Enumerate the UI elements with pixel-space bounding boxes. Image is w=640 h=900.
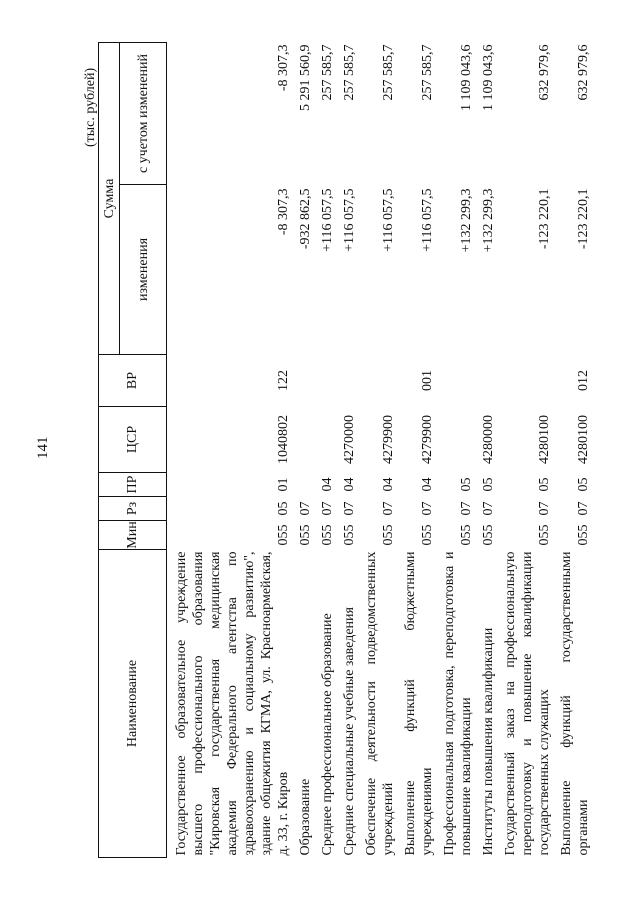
row-total: -8 307,3	[276, 44, 291, 92]
row-vr: 001	[420, 370, 435, 391]
row-pr: 01	[276, 477, 291, 492]
row-rz: 07	[298, 501, 313, 516]
row-name: Выполнение функций бюджетными учреждениями	[403, 551, 435, 856]
header-rz: Рз	[99, 497, 167, 521]
row-change: -8 307,3	[276, 188, 291, 236]
row-vr	[497, 355, 553, 407]
row-min: 055	[537, 524, 552, 546]
budget-table-sheet	[98, 43, 591, 858]
row-rz: 05	[276, 501, 291, 516]
row-rz: 07	[381, 501, 396, 516]
row-pr: 04	[381, 477, 396, 492]
row-name: Обеспечение деятельности подведомственных учреждений	[364, 551, 396, 856]
budget-table	[98, 42, 592, 858]
row-pr: 05	[576, 477, 591, 492]
row-rz: 07	[420, 501, 435, 516]
row-change: -123 220,1	[576, 188, 591, 250]
row-change: +132 299,3	[481, 188, 496, 253]
row-vr	[336, 355, 358, 407]
row-csr	[436, 407, 475, 473]
row-min: 055	[459, 524, 474, 546]
row-vr	[436, 355, 475, 407]
header-with-change: с учетом изменений	[120, 43, 167, 185]
table-row	[336, 43, 358, 858]
row-csr	[292, 407, 314, 473]
row-name: Образование	[298, 778, 313, 856]
row-change: -123 220,1	[537, 188, 552, 250]
table-body	[167, 43, 593, 858]
row-pr	[292, 473, 314, 497]
row-change: -932 862,5	[298, 188, 313, 250]
row-name: Государственное образовательное учреждение высшего профессионального образования "Кировская государственная медицинская академия Федерального агентства по здравоохранению и социальному развитию", здание общежития КГМА, ул. Красноармейская, д. 33, г. Киров	[174, 551, 291, 856]
row-name: Среднее профессиональное образование	[320, 613, 335, 856]
row-rz: 07	[537, 501, 552, 516]
row-pr: 05	[481, 477, 496, 492]
table-row	[397, 43, 436, 858]
row-pr: 05	[459, 477, 474, 492]
row-pr: 04	[342, 477, 357, 492]
row-vr	[358, 355, 397, 407]
row-min: 055	[342, 524, 357, 546]
row-min: 055	[420, 524, 435, 546]
row-rz: 07	[342, 501, 357, 516]
row-csr: 1040802	[276, 415, 291, 464]
row-rz: 07	[576, 501, 591, 516]
row-csr: 4280000	[481, 415, 496, 464]
row-rz: 07	[459, 501, 474, 516]
row-csr: 4280100	[537, 415, 552, 464]
row-change: +116 057,5	[381, 188, 396, 252]
row-min: 055	[576, 524, 591, 546]
table-row	[436, 43, 475, 858]
table-row	[553, 43, 592, 858]
table-row	[497, 43, 553, 858]
header-min: Мин	[99, 521, 167, 550]
row-total: 257 585,7	[342, 44, 357, 101]
row-name: Средние специальные учебные заведения	[342, 607, 357, 856]
row-min: 055	[276, 524, 291, 546]
row-vr	[292, 355, 314, 407]
header-sum: Сумма	[99, 43, 120, 355]
row-csr	[314, 407, 336, 473]
row-vr: 012	[576, 370, 591, 391]
table-row	[167, 43, 293, 858]
row-vr	[475, 355, 497, 407]
header-csr: ЦСР	[99, 407, 167, 473]
row-name: Государственный заказ на профессиональную переподготовку и повышение квалификации государственных служащих	[503, 551, 552, 856]
row-min: 055	[381, 524, 396, 546]
row-total: 1 109 043,6	[481, 44, 496, 111]
header-vr: ВР	[99, 355, 167, 407]
row-min: 055	[298, 524, 313, 546]
row-change: +116 057,5	[420, 188, 435, 252]
row-total: 632 979,6	[576, 44, 591, 101]
row-rz: 07	[320, 501, 335, 516]
header-name: Наименование	[99, 550, 167, 858]
table-header	[99, 43, 167, 858]
row-pr: 04	[320, 477, 335, 492]
row-vr	[314, 355, 336, 407]
row-csr: 4279900	[381, 415, 396, 464]
table-row	[358, 43, 397, 858]
row-name: Институты повышения квалификации	[481, 627, 496, 856]
row-name: Профессиональная подготовка, переподготовка и повышение квалификации	[442, 551, 474, 856]
row-csr: 4280100	[576, 415, 591, 464]
row-name: Выполнение функций государственными органами	[559, 551, 591, 856]
row-total: 257 585,7	[381, 44, 396, 101]
row-total: 257 585,7	[320, 44, 335, 101]
row-csr: 4279900	[420, 415, 435, 464]
table-row	[475, 43, 497, 858]
row-rz: 07	[481, 501, 496, 516]
page-number: 141	[35, 436, 51, 459]
row-total: 632 979,6	[537, 44, 552, 101]
row-min: 055	[320, 524, 335, 546]
row-pr: 04	[420, 477, 435, 492]
row-change: +116 057,5	[320, 188, 335, 252]
header-change: изменения	[120, 185, 167, 355]
row-total: 5 291 560,9	[298, 44, 313, 111]
row-total: 1 109 043,6	[459, 44, 474, 111]
row-min: 055	[481, 524, 496, 546]
table-row	[292, 43, 314, 858]
row-change: +132 299,3	[459, 188, 474, 253]
header-pr: ПР	[99, 473, 167, 497]
table-row	[314, 43, 336, 858]
row-vr: 122	[276, 370, 291, 391]
row-change: +116 057,5	[342, 188, 357, 252]
row-pr: 05	[537, 477, 552, 492]
units-caption: (тыс. рублей)	[83, 67, 98, 147]
row-total: 257 585,7	[420, 44, 435, 101]
row-csr: 4270000	[342, 415, 357, 464]
